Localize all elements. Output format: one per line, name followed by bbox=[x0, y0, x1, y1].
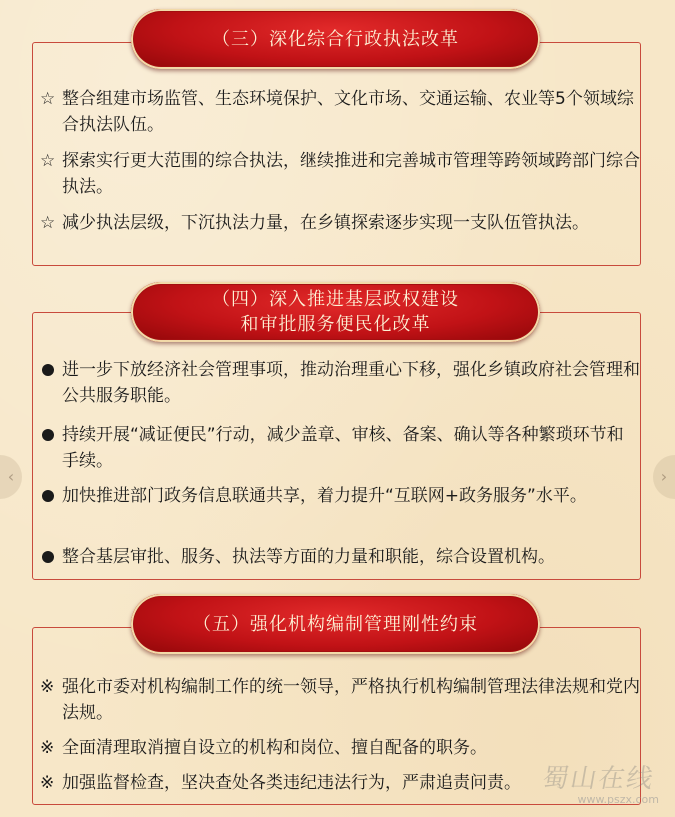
watermark-logo: 蜀山在线 bbox=[539, 764, 658, 794]
item-text: 进一步下放经济社会管理事项，推动治理重心下移，强化乡镇政府社会管理和公共服务职能。 bbox=[62, 360, 640, 406]
prev-arrow-icon[interactable]: ‹ bbox=[0, 455, 22, 499]
next-arrow-icon[interactable]: › bbox=[653, 455, 675, 499]
item-text: 加快推进部门政务信息联通共享，着力提升“互联网+政务服务”水平。 bbox=[62, 486, 587, 506]
section-4-item bbox=[40, 544, 640, 570]
bullet-icon bbox=[42, 364, 54, 376]
star-icon: ☆ bbox=[40, 213, 56, 233]
section-4-item bbox=[40, 483, 640, 509]
item-text: 加强监督检查，坚决查处各类违纪违法行为，严肃追责问责。 bbox=[62, 773, 521, 793]
section-4-title-line-1: （四）深入推进基层政权建设 bbox=[212, 289, 459, 310]
reference-mark-icon: ※ bbox=[40, 773, 55, 793]
star-icon: ☆ bbox=[40, 89, 56, 109]
reference-mark-icon: ※ bbox=[40, 738, 55, 758]
section-3-title-banner bbox=[131, 9, 540, 69]
item-text: 持续开展“减证便民”行动，减少盖章、审核、备案、确认等各种繁琐环节和手续。 bbox=[62, 425, 624, 471]
bullet-icon bbox=[42, 429, 54, 441]
bullet-icon bbox=[42, 551, 54, 563]
item-text: 全面清理取消擅自设立的机构和岗位、擅自配备的职务。 bbox=[62, 738, 487, 758]
section-5-title: （五）强化机构编制管理刚性约束 bbox=[193, 613, 478, 635]
reference-mark-icon: ※ bbox=[40, 677, 55, 697]
section-4-title-line-2: 和审批服务便民化改革 bbox=[240, 314, 431, 335]
section-4-item bbox=[40, 357, 640, 409]
section-5-title-banner bbox=[131, 594, 540, 654]
section-3-item bbox=[40, 86, 640, 138]
item-text: 探索实行更大范围的综合执法，继续推进和完善城市管理等跨领域跨部门综合执法。 bbox=[62, 151, 640, 197]
section-3-title: （三）深化综合行政执法改革 bbox=[212, 28, 459, 50]
item-text: 强化市委对机构编制工作的统一领导，严格执行机构编制管理法律法规和党内法规。 bbox=[62, 677, 640, 723]
section-3-item bbox=[40, 148, 640, 200]
bullet-icon bbox=[42, 490, 54, 502]
section-4-title-banner bbox=[131, 282, 540, 342]
item-text: 减少执法层级，下沉执法力量，在乡镇探索逐步实现一支队伍管执法。 bbox=[62, 213, 589, 233]
item-text: 整合组建市场监管、生态环境保护、文化市场、交通运输、农业等5个领域综合执法队伍。 bbox=[62, 89, 634, 135]
section-5-item bbox=[40, 674, 640, 726]
watermark-url: www.pszx.com bbox=[577, 793, 659, 806]
item-text: 整合基层审批、服务、执法等方面的力量和职能，综合设置机构。 bbox=[62, 547, 555, 567]
star-icon: ☆ bbox=[40, 151, 56, 171]
section-4-item bbox=[40, 422, 640, 474]
section-3-item bbox=[40, 210, 640, 236]
